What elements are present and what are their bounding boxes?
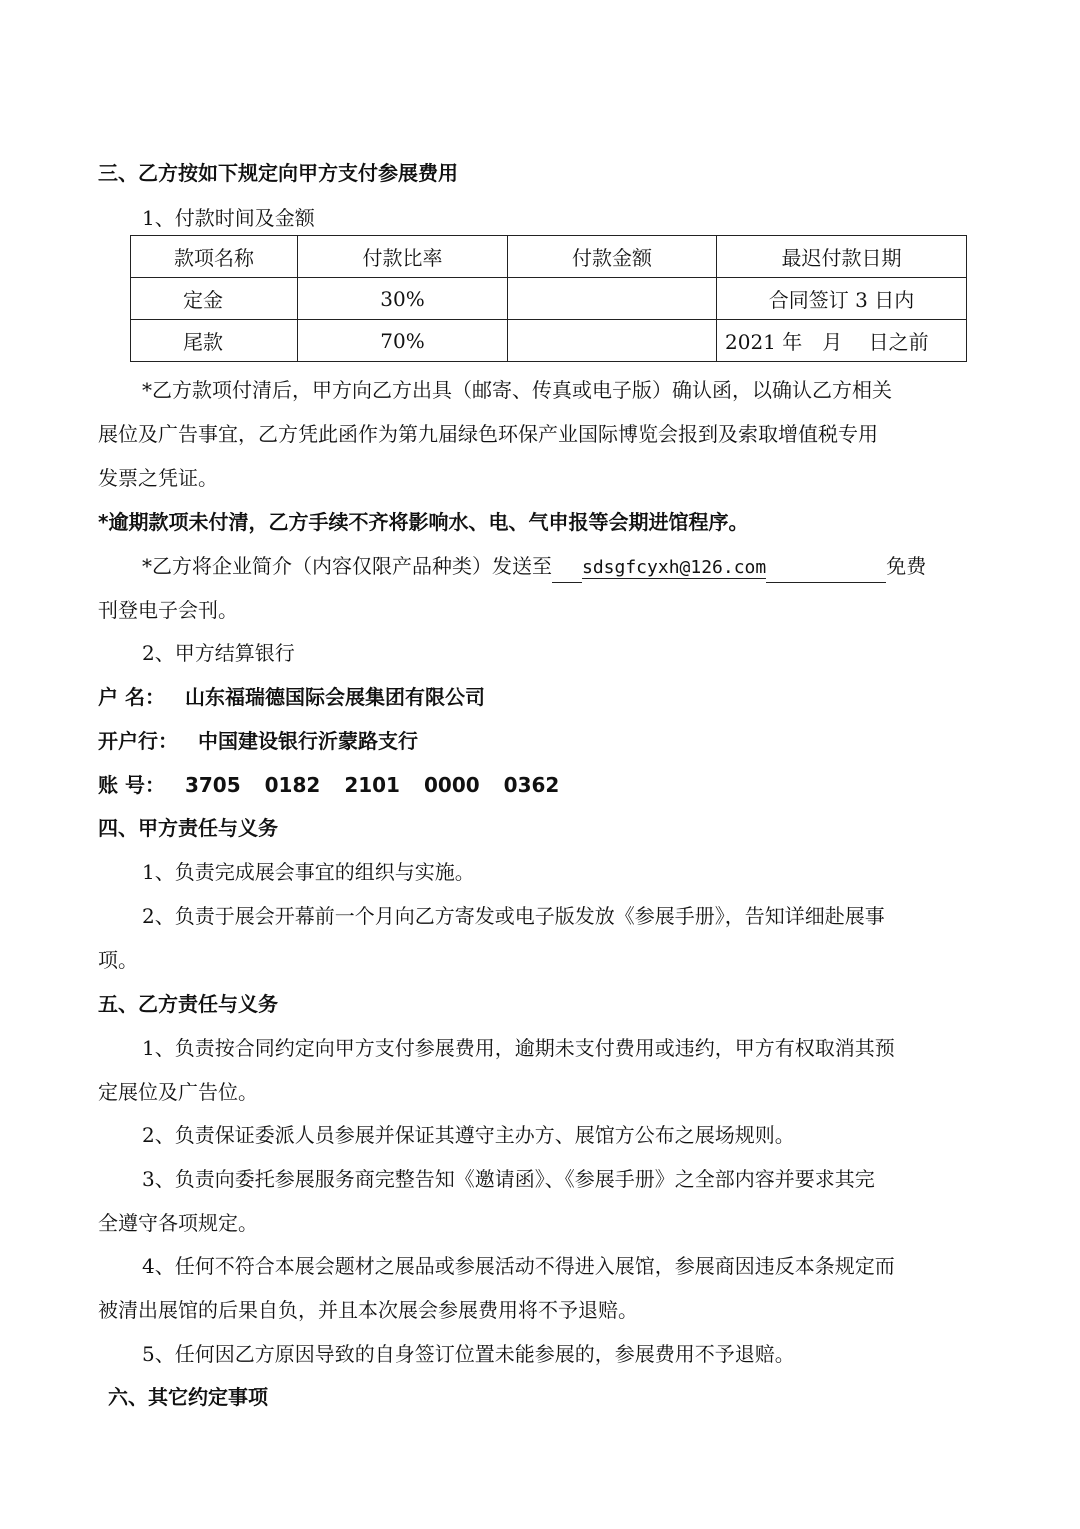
section5-heading: 五、乙方责任与义务 <box>98 992 278 1016</box>
contact-email: sdsgfcyxh@126.com <box>582 557 767 578</box>
table-cell: 30% <box>298 278 508 320</box>
payment-table <box>130 235 967 362</box>
table-row <box>131 278 967 320</box>
section3-sub2: 2、甲方结算银行 <box>142 641 295 665</box>
note3-line2: 刊登电子会刊。 <box>98 598 238 622</box>
bank-name-value: 山东福瑞德国际会展集团有限公司 <box>184 685 485 709</box>
note1-line3: 发票之凭证。 <box>98 466 218 490</box>
bank-name-row <box>98 682 485 712</box>
section5-item3-line1: 3、负责向委托参展服务商完整告知《邀请函》、《参展手册》之全部内容并要求其完 <box>142 1167 875 1191</box>
note3-line1 <box>142 551 926 583</box>
section3-sub1: 1、付款时间及金额 <box>142 206 315 230</box>
section5-item2: 2、负责保证委派人员参展并保证其遵守主办方、展馆方公布之展场规则。 <box>142 1123 795 1147</box>
section3-heading: 三、乙方按如下规定向甲方支付参展费用 <box>98 161 458 185</box>
section4-item1: 1、负责完成展会事宜的组织与实施。 <box>142 860 475 884</box>
note2-warning: *逾期款项未付清，乙方手续不齐将影响水、电、气申报等会期进馆程序。 <box>98 510 749 534</box>
table-cell <box>508 320 717 362</box>
bank-account-label: 账 号： <box>98 773 165 797</box>
bank-account-row <box>98 770 559 800</box>
bank-branch-value: 中国建设银行沂蒙路支行 <box>198 729 418 753</box>
table-row <box>131 320 967 362</box>
section5-item1-line2: 定展位及广告位。 <box>98 1080 258 1104</box>
table-header-row <box>131 236 967 278</box>
note3-suffix: 免费 <box>886 554 927 578</box>
bank-name-label: 户 名： <box>98 685 165 709</box>
section5-item1-line1: 1、负责按合同约定向甲方支付参展费用，逾期未支付费用或违约，甲方有权取消其预 <box>142 1036 895 1060</box>
account-group: 0000 <box>423 773 480 797</box>
section5-item4-line2: 被清出展馆的后果自负，并且本次展会参展费用将不予退赔。 <box>98 1298 638 1322</box>
table-cell: 70% <box>298 320 508 362</box>
section5-item4-line1: 4、任何不符合本展会题材之展品或参展活动不得进入展馆，参展商因违反本条规定而 <box>142 1254 895 1278</box>
section4-heading: 四、甲方责任与义务 <box>98 816 278 840</box>
section4-item2-line2: 项。 <box>98 948 138 972</box>
table-header-cell: 最迟付款日期 <box>717 236 967 278</box>
section6-heading: 六、其它约定事项 <box>108 1385 268 1409</box>
table-header-cell: 付款金额 <box>508 236 717 278</box>
table-cell: 合同签订 3 日内 <box>717 278 967 320</box>
bank-branch-label: 开户行： <box>98 729 178 753</box>
table-cell <box>508 278 717 320</box>
note3-prefix: *乙方将企业简介（内容仅限产品种类）发送至 <box>142 554 552 578</box>
account-group: 2101 <box>344 773 400 797</box>
section5-item3-line2: 全遵守各项规定。 <box>98 1211 258 1235</box>
table-header-cell: 付款比率 <box>298 236 508 278</box>
table-cell: 尾款 <box>131 320 298 362</box>
account-group: 0182 <box>264 773 321 797</box>
table-header-cell: 款项名称 <box>131 236 298 278</box>
bank-branch-row <box>98 726 418 756</box>
account-group: 0362 <box>503 773 560 797</box>
note1-line2: 展位及广告事宜，乙方凭此函作为第九届绿色环保产业国际博览会报到及索取增值税专用 <box>98 422 878 446</box>
account-group: 3705 <box>184 773 241 797</box>
table-cell: 定金 <box>131 278 298 320</box>
section4-item2-line1: 2、负责于展会开幕前一个月向乙方寄发或电子版发放《参展手册》，告知详细赴展事 <box>142 904 885 928</box>
table-cell: 2021 年 月 日之前 <box>717 320 967 362</box>
note1-line1: *乙方款项付清后，甲方向乙方出具（邮寄、传真或电子版）确认函，以确认乙方相关 <box>142 378 892 402</box>
section5-item5: 5、任何因乙方原因导致的自身签订位置未能参展的，参展费用不予退赔。 <box>142 1342 795 1366</box>
